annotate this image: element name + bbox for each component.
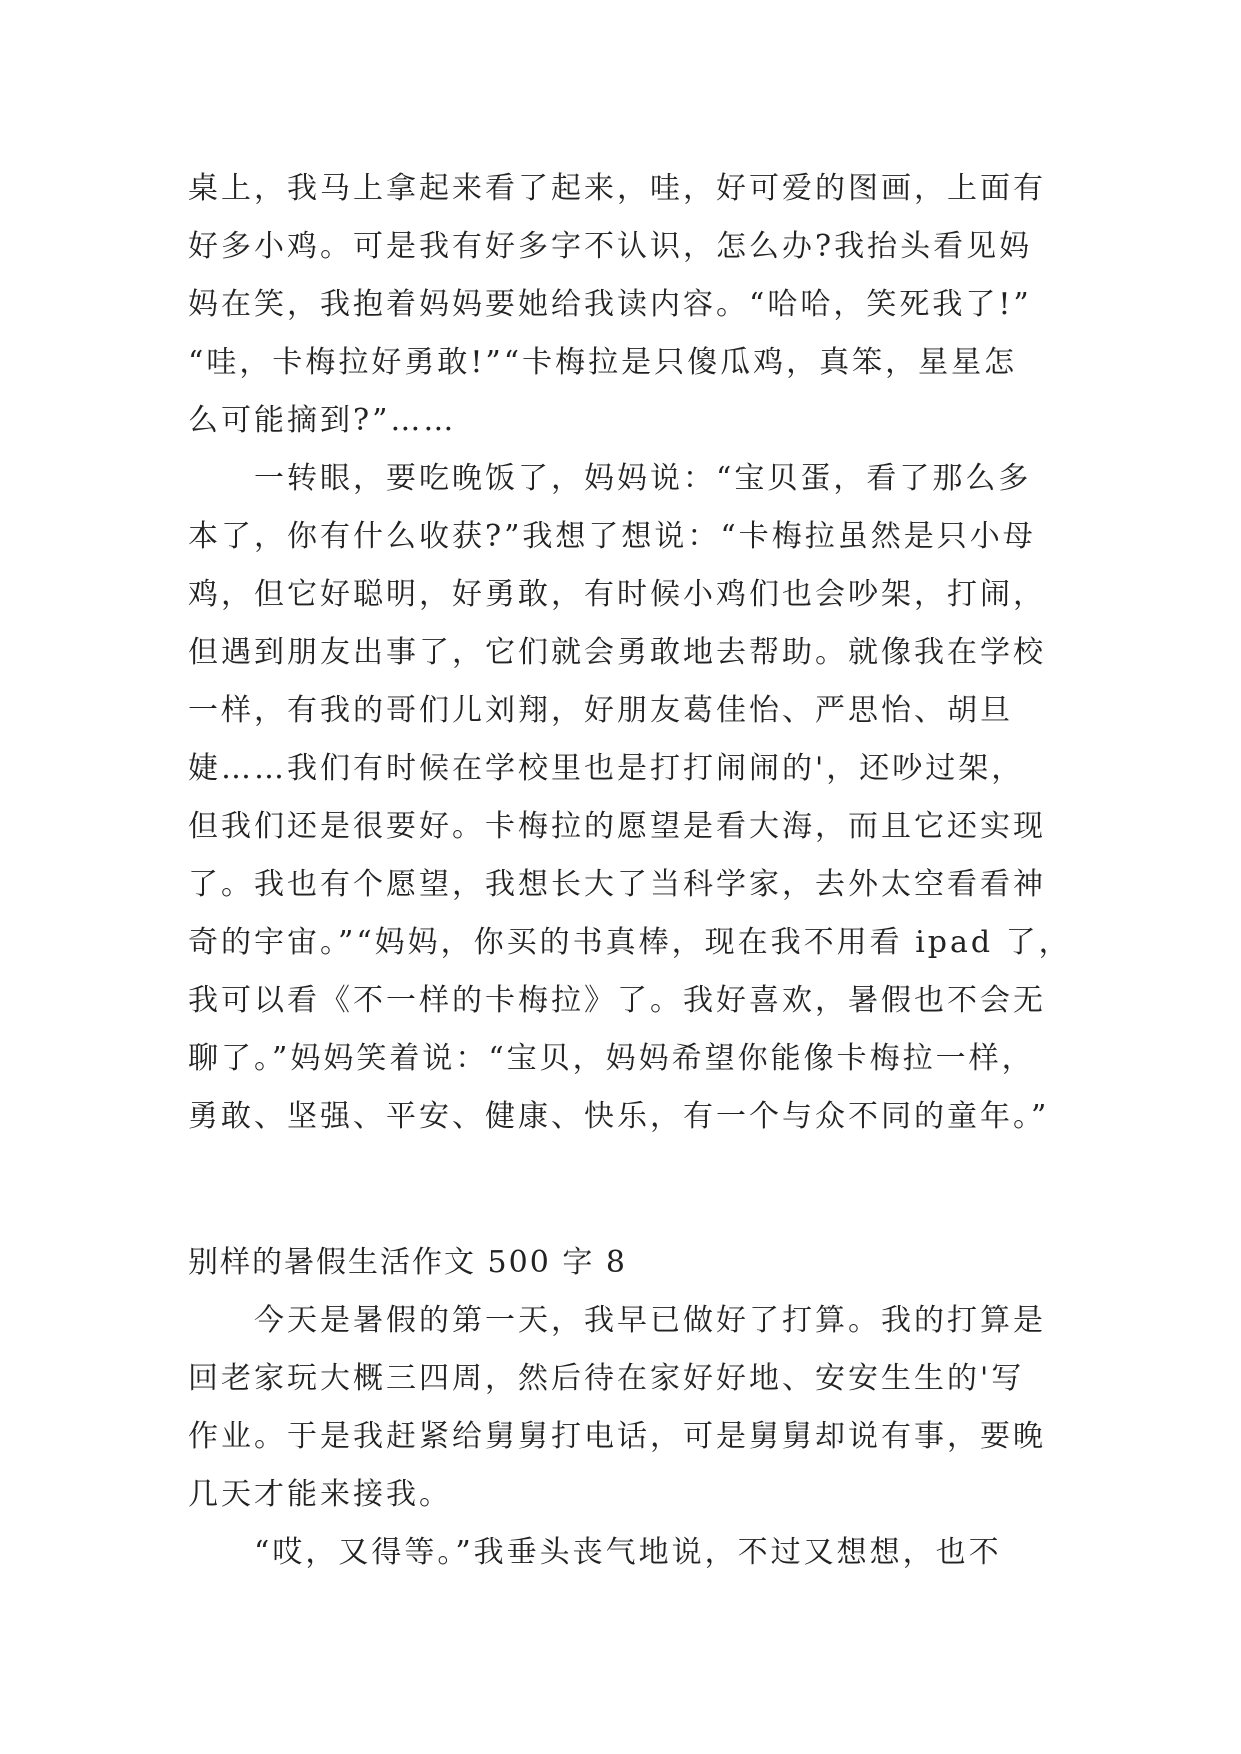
text-line: 聊了。”妈妈笑着说：“宝贝，妈妈希望你能像卡梅拉一样， — [188, 1041, 1035, 1076]
text-line: 桌上，我马上拿起来看了起来，哇，好可爱的图画，上面有 — [188, 171, 1046, 206]
text-line: 作业。于是我赶紧给舅舅打电话，可是舅舅却说有事，要晚 — [188, 1419, 1046, 1454]
text-line: 一样，有我的哥们儿刘翔，好朋友葛佳怡、严思怡、胡旦 — [188, 693, 1013, 728]
essay-7-ending — [188, 160, 1072, 1146]
text-line: “哇，卡梅拉好勇敢!”“卡梅拉是只傻瓜鸡，真笨，星星怎 — [188, 345, 1018, 380]
text-line: 了。我也有个愿望，我想长大了当科学家，去外太空看看神 — [188, 867, 1046, 902]
text-line: 奇的宇宙。”“妈妈，你买的书真棒，现在我不用看 ipad 了， — [188, 925, 1072, 960]
text-line: 回老家玩大概三四周，然后待在家好好地、安安生生的'写 — [188, 1361, 1025, 1396]
text-line: “哎，又得等。”我垂头丧气地说，不过又想想，也不 — [188, 1535, 1002, 1570]
text-line: 今天是暑假的第一天，我早已做好了打算。我的打算是 — [188, 1303, 1046, 1338]
text-line: 好多小鸡。可是我有好多字不认识，怎么办?我抬头看见妈 — [188, 229, 1033, 264]
text-line: 一转眼，要吃晚饭了，妈妈说：“宝贝蛋，看了那么多 — [188, 461, 1032, 496]
text-line: 几天才能来接我。 — [188, 1477, 452, 1512]
essay-8-heading: 别样的暑假生活作文 500 字 8 — [188, 1245, 627, 1280]
text-line: 婕……我们有时候在学校里也是打打闹闹的'，还吵过架， — [188, 751, 1025, 786]
text-line: 么可能摘到?”…… — [188, 403, 457, 438]
section-gap — [188, 1146, 1068, 1234]
text-line: 我可以看《不一样的卡梅拉》了。我好喜欢，暑假也不会无 — [188, 983, 1046, 1018]
essay-8-body — [188, 1292, 1068, 1582]
text-line: 但我们还是很要好。卡梅拉的愿望是看大海，而且它还实现 — [188, 809, 1046, 844]
text-line: 鸡，但它好聪明，好勇敢，有时候小鸡们也会吵架，打闹， — [188, 577, 1046, 612]
text-line: 但遇到朋友出事了，它们就会勇敢地去帮助。就像我在学校 — [188, 635, 1046, 670]
text-line: 勇敢、坚强、平安、健康、快乐，有一个与众不同的童年。” — [188, 1099, 1050, 1134]
document-body — [188, 160, 1072, 1582]
text-line: 本了，你有什么收获?”我想了想说：“卡梅拉虽然是只小母 — [188, 519, 1036, 554]
text-line: 妈在笑，我抱着妈妈要她给我读内容。“哈哈，笑死我了!” — [188, 287, 1032, 322]
